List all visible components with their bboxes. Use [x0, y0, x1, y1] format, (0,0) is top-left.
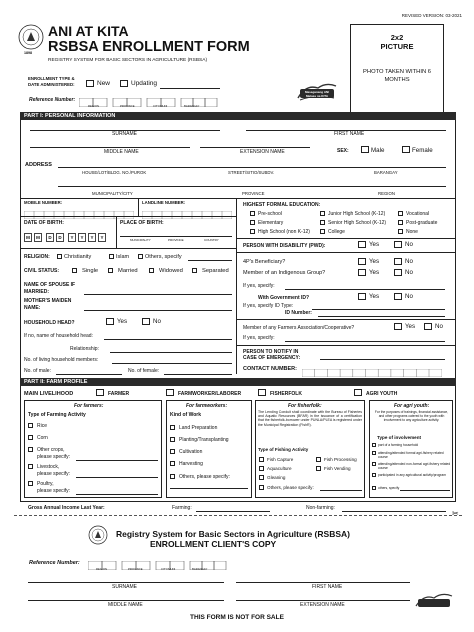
poultry-checkbox[interactable]	[28, 481, 33, 486]
for-fisherfolk-label: For fisherfolk:	[288, 403, 322, 409]
cultivation-label: Cultivation	[179, 449, 203, 455]
emergency-label: PERSON TO NOTIFY IN CASE OF EMERGENCY:	[243, 349, 301, 361]
livestock-field[interactable]	[76, 477, 158, 478]
poultry-label: Poultry,	[37, 481, 54, 487]
living-members-label: No. of living household members:	[24, 357, 99, 363]
nonfarming-income-label: Non-farming:	[306, 505, 335, 511]
edu-college-label: College	[328, 229, 345, 235]
fish-vending-checkbox[interactable]	[316, 466, 321, 471]
stub-first-name-label: FIRST NAME	[312, 584, 343, 590]
surname-field[interactable]	[30, 124, 220, 130]
harvesting-label: Harvesting	[179, 461, 203, 467]
male-label: Male	[371, 147, 385, 154]
female-label: Female	[412, 147, 433, 154]
involve-others-label: others, specify	[378, 486, 400, 490]
gov-id-no-checkbox[interactable]	[394, 293, 402, 300]
reference-number-label: Reference Number:	[29, 97, 76, 103]
farmers-assoc-no-label: No	[435, 323, 443, 330]
updating-checkbox[interactable]	[120, 80, 128, 87]
corn-checkbox[interactable]	[28, 435, 33, 440]
id-type-field[interactable]	[312, 309, 445, 310]
id-number-label: ID Number:	[285, 310, 312, 316]
stub-ref-sub-province: PROVINCE	[128, 567, 143, 571]
stub-ani-kita-logo	[414, 592, 454, 610]
land-prep-label: Land Preparation	[179, 425, 218, 431]
fish-capture-label: Fish Capture	[267, 457, 294, 462]
pwd-no-checkbox[interactable]	[394, 241, 402, 248]
for-agri-youth-label: For agri youth:	[394, 403, 430, 409]
edu-postgrad-checkbox[interactable]	[398, 220, 403, 225]
separated-label: Separated	[202, 268, 229, 274]
address-label: ADDRESS	[25, 162, 52, 168]
involve-formal-label: attending/attended formal agri-fishery related course	[378, 451, 444, 459]
type-involvement-label: Type of involvement	[377, 435, 422, 440]
livestock-checkbox[interactable]	[28, 464, 33, 469]
farmers-assoc-yes-checkbox[interactable]	[394, 323, 402, 330]
part1-bar: PART I: PERSONAL INFORMATION	[20, 112, 456, 120]
indigenous-no-label: No	[405, 269, 413, 276]
edu-jhs-label: Junior High School (K-12)	[328, 211, 386, 217]
fish-processing-label: Fish Processing	[324, 457, 357, 462]
stub-da-seal-logo	[88, 525, 108, 545]
contact-cells[interactable]	[302, 364, 442, 372]
aquaculture-label: Aquaculture	[267, 466, 292, 471]
surname-label: SURNAME	[112, 131, 138, 137]
religion-label: RELIGION:	[24, 254, 50, 260]
male-checkbox[interactable]	[361, 146, 369, 153]
edu-postgrad-label: Post-graduate	[406, 220, 438, 226]
fourps-no-checkbox[interactable]	[394, 258, 402, 265]
middle-name-label: MIDDLE NAME	[104, 149, 139, 155]
involve-household-checkbox[interactable]	[372, 443, 376, 447]
address-field-line2[interactable]	[58, 181, 446, 187]
dob-cell: Y	[68, 233, 76, 242]
civil-status-label: CIVIL STATUS:	[24, 268, 59, 274]
dob-cell: M	[24, 233, 32, 242]
new-label: New	[97, 80, 111, 87]
revised-version: REVISED VERSION: 03-2021	[401, 13, 462, 18]
ref-sub-barangay: BARANGAY	[184, 104, 200, 108]
pob-sub-province: PROVINCE	[168, 238, 184, 242]
farmer-checkbox[interactable]	[96, 389, 104, 396]
da-seal-logo	[18, 24, 44, 50]
address-field-line1[interactable]	[58, 160, 446, 168]
stub-surname-label: SURNAME	[112, 584, 138, 590]
livestock-specify-label: please specify:	[37, 471, 71, 477]
edu-shs-checkbox[interactable]	[320, 220, 325, 225]
aquaculture-checkbox[interactable]	[259, 466, 264, 471]
province-label: PROVINCE	[242, 191, 265, 196]
updating-label: Updating	[131, 80, 158, 87]
household-head-name-field[interactable]	[104, 339, 232, 340]
indigenous-label: Member of an Indigenous Group?	[243, 270, 326, 276]
islam-checkbox[interactable]	[109, 254, 114, 259]
dob-cell: Y	[98, 233, 106, 242]
involve-nonformal-label: attending/attended non-formal agri-fishery related course	[378, 462, 451, 470]
gross-income-label: Gross Annual Income Last Year:	[28, 505, 105, 511]
reference-number-cells[interactable]	[79, 94, 219, 103]
female-count-field[interactable]	[164, 374, 232, 375]
agri-youth-label: AGRI YOUTH	[366, 391, 398, 397]
male-count-field[interactable]	[56, 374, 122, 375]
other-crops-checkbox[interactable]	[28, 447, 33, 452]
farmers-assoc-no-checkbox[interactable]	[424, 323, 432, 330]
indigenous-yes-label: Yes	[369, 269, 380, 276]
edu-none-label: None	[406, 229, 418, 235]
pob-sub-municipality: MUNICIPALITY	[130, 238, 151, 242]
extension-name-field[interactable]	[200, 140, 310, 147]
nonfarming-income-field[interactable]	[342, 511, 446, 512]
involve-others-field[interactable]	[400, 490, 450, 491]
pwd-no-label: No	[405, 241, 413, 248]
stub-ref-sub-city: CITY/MUNI	[161, 567, 176, 571]
pob-sub-country: COUNTRY	[204, 238, 219, 242]
contact-label: CONTACT NUMBER:	[243, 366, 297, 372]
pwd-yes-label: Yes	[369, 241, 380, 248]
edu-none-checkbox[interactable]	[398, 229, 403, 234]
stub-ref-sub-barangay: BARANGAY	[192, 567, 208, 571]
gleaning-label: Gleaning	[267, 475, 286, 480]
gov-id-label: With Government ID?	[258, 295, 310, 301]
stub-surname-field[interactable]	[28, 582, 224, 583]
sex-label: SEX:	[337, 148, 349, 154]
indigenous-no-checkbox[interactable]	[394, 269, 402, 276]
fourps-yes-label: Yes	[369, 258, 380, 265]
farmwork-others-label: Others, please specify:	[179, 474, 230, 480]
gleaning-checkbox[interactable]	[259, 475, 264, 480]
part2-bar: PART II: FARM PROFILE	[20, 378, 456, 386]
fish-vending-label: Fish Vending	[324, 466, 351, 471]
household-head-no-checkbox[interactable]	[142, 318, 150, 325]
cut-line	[14, 515, 462, 516]
spouse-field[interactable]	[84, 294, 232, 295]
street-label: STREET/SITIO/SUBDV.	[228, 170, 275, 175]
edu-vocational-checkbox[interactable]	[398, 211, 403, 216]
farmers-assoc-yes-label: Yes	[405, 323, 416, 330]
rice-label: Rice	[37, 423, 48, 429]
spouse-label: NAME OF SPOUSE IF MARRIED:	[24, 282, 76, 295]
pwd-label: PERSON WITH DISABILITY (PWD):	[243, 243, 326, 249]
farmers-assoc-specify-label: If yes, specify:	[243, 335, 275, 341]
landline-label: LANDLINE NUMBER:	[142, 200, 186, 205]
poultry-field[interactable]	[76, 494, 158, 495]
pob-label: PLACE OF BIRTH:	[120, 220, 164, 226]
separated-checkbox[interactable]	[192, 268, 197, 273]
household-head-no-label: No	[153, 318, 161, 325]
main-livelihood-label: MAIN LIVELIHOOD	[24, 391, 74, 397]
agri-youth-note: For the purposes of trainings, financial assistance, and other programs catered to the youth with involvement to any agriculture activity.	[374, 410, 449, 422]
dob-cell: Y	[78, 233, 86, 242]
type-farming-label: Type of Farming Activity	[28, 412, 86, 418]
stub-ref-sub-region: REGION	[96, 567, 108, 571]
gov-id-yes-label: Yes	[369, 293, 380, 300]
fourps-yes-checkbox[interactable]	[358, 258, 366, 265]
gov-id-no-label: No	[405, 293, 413, 300]
stub-extension-name-label: EXTENSION NAME	[300, 602, 345, 608]
other-crops-specify-label: please specify:	[37, 454, 71, 460]
ref-sub-province: PROVINCE	[120, 104, 135, 108]
married-label: Married	[118, 268, 138, 274]
stub-middle-name-field[interactable]	[28, 600, 224, 601]
involve-household-label: part of a farming household	[378, 443, 419, 447]
household-head-yes-label: Yes	[117, 318, 128, 325]
edu-highschool-label: High School (non K-12)	[258, 229, 310, 235]
dob-cells[interactable]	[24, 233, 114, 243]
fish-others-field[interactable]	[320, 490, 362, 491]
livestock-label: Livestock,	[37, 464, 60, 470]
edu-preschool-label: Pre-school	[258, 211, 282, 217]
dob-cell: D	[46, 233, 54, 242]
logo-year: 1898	[24, 51, 32, 55]
involve-nonformal-checkbox[interactable]	[372, 462, 376, 466]
dob-cell: M	[34, 233, 42, 242]
stub-middle-name-label: MIDDLE NAME	[108, 602, 143, 608]
id-type-label: If yes, specify ID Type:	[243, 303, 294, 309]
christianity-checkbox[interactable]	[57, 254, 62, 259]
cultivation-checkbox[interactable]	[170, 449, 175, 454]
scissors-icon: ✂	[452, 509, 459, 518]
first-name-field[interactable]	[246, 124, 446, 130]
municipality-label: MUNICIPALITY/CITY	[92, 191, 133, 196]
other-crops-label: Other crops,	[37, 447, 65, 453]
stub-first-name-field[interactable]	[236, 582, 410, 583]
for-farmers-label: For farmers:	[74, 403, 104, 409]
others-religion-checkbox[interactable]	[138, 254, 143, 259]
involve-formal-checkbox[interactable]	[372, 451, 376, 455]
edu-jhs-checkbox[interactable]	[320, 211, 325, 216]
indigenous-specify-field[interactable]	[285, 289, 445, 290]
dob-cell: D	[56, 233, 64, 242]
mother-field[interactable]	[84, 310, 232, 311]
house-label: HOUSE/LOT/BLDG. NO./PUROK	[82, 170, 147, 175]
stub-extension-name-field[interactable]	[236, 600, 410, 601]
widowed-label: Widowed	[159, 268, 183, 274]
stub-reference-cells[interactable]	[88, 557, 228, 566]
for-farmworkers-label: For farmworkers:	[186, 403, 228, 409]
emergency-field[interactable]	[320, 359, 445, 360]
stub-title1: Registry System for Basic Sectors in Agriculture (RSBSA)	[116, 529, 350, 539]
farmworker-label: FARMWORKER/LABORER	[178, 391, 242, 397]
enrollment-type-label: ENROLLMENT TYPE & DATE ADMINISTERED:	[28, 76, 75, 87]
agri-youth-checkbox[interactable]	[354, 389, 362, 396]
farming-income-label: Farming:	[172, 505, 192, 511]
edu-elementary-checkbox[interactable]	[250, 220, 255, 225]
type-fishing-label: Type of Fishing Activity	[258, 447, 309, 452]
married-checkbox[interactable]	[108, 268, 113, 273]
farmwork-others-checkbox[interactable]	[170, 474, 175, 479]
relationship-label: Relationship:	[70, 346, 99, 352]
fourps-label: 4P's Beneficiary?	[243, 259, 286, 265]
stub-reference-label: Reference Number:	[29, 560, 80, 566]
fisherfolk-checkbox[interactable]	[258, 389, 266, 396]
household-head-yes-checkbox[interactable]	[106, 318, 114, 325]
poultry-specify-label: please specify:	[37, 488, 71, 494]
edu-college-checkbox[interactable]	[320, 229, 325, 234]
christianity-label: Christianity	[64, 254, 92, 260]
others-religion-label: Others, specify	[145, 254, 182, 260]
involve-program-checkbox[interactable]	[372, 473, 376, 477]
mother-label: MOTHER'S MAIDEN NAME:	[24, 298, 72, 311]
involve-others-checkbox[interactable]	[372, 486, 376, 490]
new-checkbox[interactable]	[86, 80, 94, 87]
stub-title2: ENROLLMENT CLIENT'S COPY	[150, 539, 277, 549]
pwd-yes-checkbox[interactable]	[358, 241, 366, 248]
edu-vocational-label: Vocational	[406, 211, 430, 217]
edu-highschool-checkbox[interactable]	[250, 229, 255, 234]
other-crops-field[interactable]	[76, 460, 158, 461]
farming-income-field[interactable]	[196, 511, 270, 512]
photo-title: 2x2 PICTURE	[380, 33, 414, 51]
farmer-label: FARMER	[108, 391, 130, 397]
extension-name-label: EXTENSION NAME	[240, 149, 285, 155]
education-label: HIGHEST FORMAL EDUCATION:	[243, 202, 321, 208]
edu-preschool-checkbox[interactable]	[250, 211, 255, 216]
region-label: REGION	[378, 191, 395, 196]
gov-id-yes-checkbox[interactable]	[358, 293, 366, 300]
female-checkbox[interactable]	[402, 146, 410, 153]
farmworker-checkbox[interactable]	[166, 389, 174, 396]
fish-others-label: Others, please specify:	[267, 485, 314, 490]
date-line	[160, 88, 220, 89]
widowed-checkbox[interactable]	[149, 268, 154, 273]
harvesting-checkbox[interactable]	[170, 461, 175, 466]
landline-cells[interactable]	[142, 206, 232, 214]
photo-note: PHOTO TAKEN WITHIN 6 MONTHS	[363, 69, 431, 83]
land-prep-checkbox[interactable]	[170, 425, 175, 430]
single-checkbox[interactable]	[72, 268, 77, 273]
planting-checkbox[interactable]	[170, 437, 175, 442]
farmwork-others-field[interactable]	[170, 488, 248, 489]
planting-label: Planting/Transplanting	[179, 437, 229, 443]
barangay-label: BARANGAY	[374, 170, 398, 175]
farmers-assoc-specify-field[interactable]	[285, 341, 445, 342]
relationship-field[interactable]	[110, 352, 232, 353]
title-ani-at-kita: ANI AT KITA	[48, 23, 129, 39]
fourps-no-label: No	[405, 258, 413, 265]
single-label: Single	[82, 268, 99, 274]
edu-shs-label: Senior High School (K-12)	[328, 220, 387, 226]
indigenous-yes-checkbox[interactable]	[358, 269, 366, 276]
dob-cell: Y	[88, 233, 96, 242]
first-name-label: FIRST NAME	[334, 131, 365, 137]
mobile-label: MOBILE NUMBER:	[24, 200, 63, 205]
rice-checkbox[interactable]	[28, 423, 33, 428]
kind-work-label: Kind of Work	[170, 412, 202, 418]
edu-elementary-label: Elementary	[258, 220, 284, 226]
islam-label: Islam	[116, 254, 130, 260]
title-enrollment-form: RSBSA ENROLLMENT FORM	[48, 39, 250, 55]
ref-sub-city: CITY/MUNI	[153, 104, 168, 108]
farmers-assoc-label: Member of any Farmers Association/Cooperative?	[243, 325, 355, 331]
id-number-field[interactable]	[318, 316, 445, 317]
dob-label: DATE OF BIRTH:	[24, 220, 64, 226]
if-no-label: If no, name of household head:	[24, 333, 93, 339]
living-members-field[interactable]	[112, 363, 232, 364]
fish-capture-checkbox[interactable]	[259, 457, 264, 462]
indigenous-specify-label: If yes, specify:	[243, 283, 275, 289]
household-head-label: HOUSEHOLD HEAD?	[24, 320, 75, 326]
fish-others-checkbox[interactable]	[259, 485, 264, 490]
not-for-sale-footer: THIS FORM IS NOT FOR SALE	[190, 614, 284, 621]
mobile-cells[interactable]	[24, 206, 134, 214]
fish-processing-checkbox[interactable]	[316, 457, 321, 462]
corn-label: Corn	[37, 435, 48, 441]
subtitle: REGISTRY SYSTEM FOR BASIC SECTORS IN AGRICULTURE (RSBSA)	[48, 58, 208, 63]
involve-program-label: participated in any agricultural activity/program	[378, 473, 446, 477]
ani-logo-text: Masaganang ANI Mataas na KITA	[304, 90, 330, 98]
fisherfolk-label: FISHERFOLK	[270, 391, 302, 397]
ref-sub-region: REGION	[88, 104, 100, 108]
male-count-label: No. of male:	[24, 368, 51, 374]
fisherfolk-note: The Lending Conduit shall coordinate with the Bureau of Fisheries and Aquatic Resources (BFAR) in the issuance of a certification that the fisherfolk-borrower under PUNLA/PLEA is registered under the Municipal Registration (FishR).	[258, 410, 362, 427]
middle-name-field[interactable]	[30, 140, 190, 147]
female-count-label: No. of female:	[128, 368, 160, 374]
